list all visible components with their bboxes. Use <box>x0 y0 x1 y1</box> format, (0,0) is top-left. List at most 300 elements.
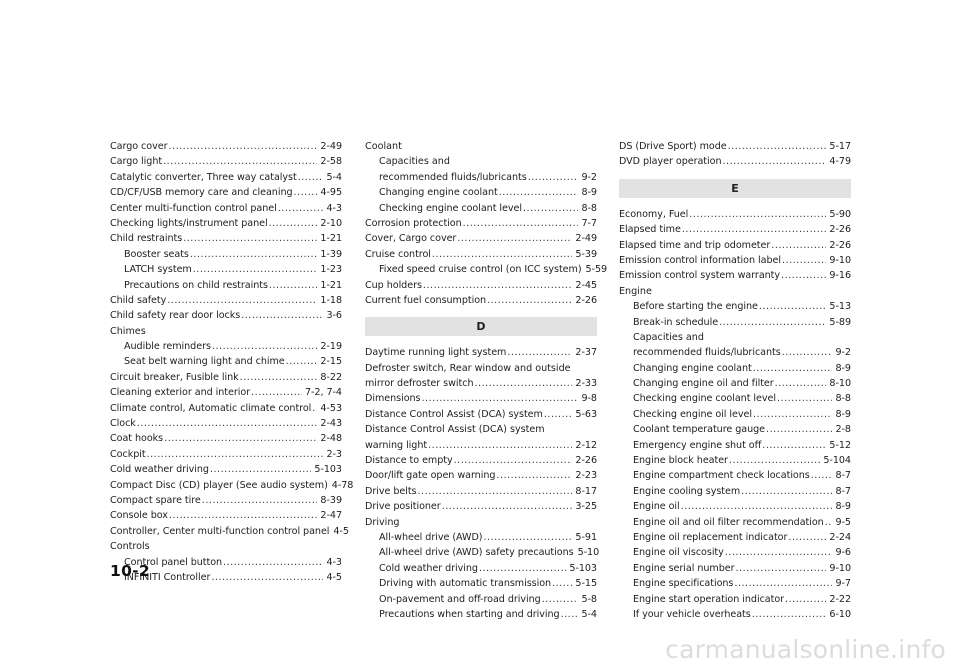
leader-dots <box>785 592 826 607</box>
leader-dots <box>552 576 572 591</box>
leader-dots <box>689 207 826 222</box>
leader-dots <box>463 216 579 231</box>
index-subentry <box>619 345 851 360</box>
leader-dots <box>210 462 311 477</box>
leader-dots <box>782 253 826 268</box>
entry-page: 4-5 <box>333 525 349 537</box>
entry-text: Before starting the engine <box>633 301 758 313</box>
entry-page: 4-95 <box>320 187 342 199</box>
index-subentry <box>619 545 851 560</box>
leader-dots <box>202 493 318 508</box>
index-heading: Chimes <box>110 325 146 337</box>
leader-dots <box>723 154 827 169</box>
entry-text: Emission control information label <box>619 254 781 266</box>
entry-text: Corrosion protection <box>365 217 462 229</box>
index-subentry <box>619 453 851 468</box>
entry-text: Center multi-function control panel <box>110 202 277 214</box>
entry-text: Catalytic converter, Three way catalyst <box>110 171 297 183</box>
entry-page: 4-79 <box>829 156 851 168</box>
leader-dots <box>422 391 579 406</box>
entry-page: 8-39 <box>320 494 342 506</box>
leader-dots <box>483 530 572 545</box>
leader-dots <box>752 607 827 622</box>
entry-text: Distance to empty <box>365 455 453 467</box>
entry-page: 5-59 <box>585 264 608 276</box>
entry-text: Cruise control <box>365 248 431 260</box>
index-entry <box>110 462 342 477</box>
entry-text: Engine oil viscosity <box>633 547 724 559</box>
leader-dots <box>163 154 317 169</box>
entry-page: 5-13 <box>829 301 851 313</box>
entry-text: Cleaning exterior and interior <box>110 387 251 399</box>
index-subentry <box>619 530 851 545</box>
entry-page: 9-8 <box>581 393 597 405</box>
entry-page: 9-16 <box>829 270 851 282</box>
entry-page: 7-7 <box>581 217 597 229</box>
entry-text: Cold weather driving <box>379 562 478 574</box>
index-subentry <box>365 576 597 591</box>
entry-text: Cover, Cargo cover <box>365 233 457 245</box>
leader-dots <box>240 370 318 385</box>
leader-dots <box>212 339 318 354</box>
entry-page: 4-5 <box>326 571 342 583</box>
entry-text: Engine compartment check locations <box>633 470 810 482</box>
index-subentry <box>110 339 342 354</box>
index-entry <box>365 484 597 499</box>
index-entry <box>619 222 851 237</box>
entry-page: 2-26 <box>575 294 597 306</box>
index-entry <box>365 231 597 246</box>
entry-text: recommended fluids/lubricants <box>633 347 781 359</box>
index-entry <box>110 293 342 308</box>
entry-text: Control panel button <box>124 556 223 568</box>
entry-text: Elapsed time and trip odometer <box>619 239 771 251</box>
index-entry <box>365 293 597 308</box>
entry-page: 2-8 <box>835 424 851 436</box>
index-subheading: Capacities and <box>379 156 450 168</box>
index-subentry <box>619 607 851 622</box>
index-entry <box>619 207 851 222</box>
entry-page: 9-7 <box>835 578 851 590</box>
entry-text: Fixed speed cruise control (on ICC system) <box>379 264 582 276</box>
index-subentry <box>110 278 342 293</box>
leader-dots <box>147 447 324 462</box>
entry-page: 2-33 <box>575 378 597 390</box>
index-entry <box>110 201 342 216</box>
entry-page: 2-49 <box>320 141 342 152</box>
index-entry <box>365 247 597 262</box>
index-heading: Controls <box>110 541 150 553</box>
entry-page: 1-21 <box>320 233 342 245</box>
entry-page: 6-10 <box>829 608 851 620</box>
entry-page: 1-18 <box>320 294 342 306</box>
entry-text: Changing engine oil and filter <box>633 378 774 390</box>
entry-text: Child safety rear door locks <box>110 310 241 322</box>
index-entry <box>365 453 597 468</box>
entry-text: Drive belts <box>365 485 417 497</box>
leader-dots <box>298 170 324 185</box>
entry-page: 2-45 <box>575 279 597 291</box>
entry-text: If your vehicle overheats <box>633 608 751 620</box>
leader-dots <box>269 216 318 231</box>
entry-text: Precautions when starting and driving <box>379 608 560 620</box>
entry-page: 8-17 <box>575 485 597 497</box>
index-entry <box>619 154 851 169</box>
leader-dots <box>193 262 318 277</box>
entry-text: Driving with automatic transmission <box>379 578 552 590</box>
index-entry <box>110 447 342 462</box>
entry-page: 2-24 <box>829 531 851 543</box>
entry-page: 2-37 <box>575 347 597 359</box>
entry-text: Cold weather driving <box>110 464 209 476</box>
entry-text: Dimensions <box>365 393 421 405</box>
entry-text: Engine oil replacement indicator <box>633 531 788 543</box>
index-subentry <box>619 361 851 376</box>
index-entry <box>619 139 851 154</box>
entry-page: 5-39 <box>575 248 597 260</box>
entry-text: Console box <box>110 510 168 522</box>
index-subentry <box>365 201 597 216</box>
index-subentry <box>619 315 851 330</box>
section-letter-d: D <box>365 317 597 336</box>
index-subentry <box>619 499 851 514</box>
entry-page: 2-23 <box>575 470 597 482</box>
entry-page: 5-4 <box>581 608 597 620</box>
leader-dots <box>423 278 573 293</box>
index-subentry <box>365 170 597 185</box>
entry-text: Economy, Fuel <box>619 208 689 220</box>
index-entry <box>110 231 342 246</box>
entry-page: 8-22 <box>320 371 342 383</box>
index-subentry <box>110 354 342 369</box>
entry-page: 1-39 <box>320 248 342 260</box>
entry-text: INFINITI Controller <box>124 571 211 583</box>
index-subentry <box>365 262 608 277</box>
index-entry <box>365 499 597 514</box>
entry-page: 2-22 <box>829 593 851 605</box>
entry-page: 8-10 <box>829 378 851 390</box>
index-entry <box>110 170 342 185</box>
leader-dots <box>190 247 318 262</box>
entry-page: 2-49 <box>575 233 597 245</box>
index-entry <box>365 407 597 422</box>
index-subentry <box>619 422 851 437</box>
entry-text: CD/CF/USB memory care and cleaning <box>110 187 293 199</box>
entry-page: 2-3 <box>326 448 342 460</box>
entry-text: DVD player operation <box>619 156 722 168</box>
index-entry <box>110 370 342 385</box>
page-number: 10-2 <box>110 562 150 580</box>
entry-text: warning light <box>365 439 428 451</box>
index-column-1 <box>110 139 354 585</box>
entry-text: Daytime running light system <box>365 347 507 359</box>
entry-page: 5-103 <box>314 464 342 476</box>
entry-page: 5-17 <box>829 141 851 152</box>
index-entry <box>110 154 342 169</box>
leader-dots <box>775 376 827 391</box>
entry-page: 5-89 <box>829 316 851 328</box>
entry-page: 2-26 <box>829 239 851 251</box>
entry-text: All-wheel drive (AWD) safety precautions <box>379 547 574 559</box>
index-entry <box>110 185 342 200</box>
index-subentry <box>619 484 851 499</box>
index-subentry <box>365 607 597 622</box>
leader-dots <box>741 484 832 499</box>
leader-dots <box>728 139 827 154</box>
section-letter-e: E <box>619 179 851 198</box>
entry-page: 2-26 <box>829 224 851 236</box>
leader-dots <box>735 561 826 576</box>
index-entry <box>365 278 597 293</box>
entry-text: On-pavement and off-road driving <box>379 593 541 605</box>
entry-text: Seat belt warning light and chime <box>124 356 285 368</box>
index-entry <box>110 524 349 539</box>
index-subentry <box>619 576 851 591</box>
entry-text: recommended fluids/lubricants <box>379 171 527 183</box>
leader-dots <box>777 391 832 406</box>
entry-text: Checking lights/instrument panel <box>110 217 268 229</box>
entry-text: Drive positioner <box>365 501 441 513</box>
entry-page: 8-8 <box>835 393 851 405</box>
entry-text: All-wheel drive (AWD) <box>379 531 483 543</box>
entry-text: Cargo cover <box>110 141 168 152</box>
watermark: carmanualsonline.info <box>665 635 946 664</box>
entry-text: Checking engine coolant level <box>633 393 776 405</box>
index-subentry <box>619 438 851 453</box>
index-entry <box>110 508 342 523</box>
leader-dots <box>681 499 833 514</box>
index-subentry <box>619 561 851 576</box>
entry-page: 5-8 <box>581 593 597 605</box>
index-subentry <box>619 391 851 406</box>
entry-page: 4-78 <box>331 479 354 491</box>
leader-dots <box>753 361 833 376</box>
entry-text: Controller, Center multi-function control panel <box>110 525 330 537</box>
index-column-3 <box>619 139 851 622</box>
entry-text: Engine oil and oil filter recommendation <box>633 516 824 528</box>
index-entry <box>110 139 342 154</box>
leader-dots <box>788 530 826 545</box>
leader-dots <box>241 308 323 323</box>
entry-page: 2-12 <box>575 439 597 451</box>
leader-dots <box>475 376 573 391</box>
entry-text: LATCH system <box>124 264 192 276</box>
leader-dots <box>278 201 324 216</box>
entry-text: Engine specifications <box>633 578 734 590</box>
index-subentry <box>619 376 851 391</box>
index-entry <box>619 253 851 268</box>
leader-dots <box>457 231 572 246</box>
entry-page: 5-4 <box>326 171 342 183</box>
entry-text: Coolant temperature gauge <box>633 424 766 436</box>
leader-dots <box>487 293 572 308</box>
entry-text: Booster seats <box>124 248 189 260</box>
leader-dots <box>729 453 820 468</box>
entry-text: Engine serial number <box>633 562 735 574</box>
leader-dots <box>781 268 826 283</box>
leader-dots <box>782 345 833 360</box>
leader-dots <box>523 201 578 216</box>
leader-dots <box>753 407 832 422</box>
leader-dots <box>251 385 302 400</box>
leader-dots <box>759 299 827 314</box>
entry-text: Emission control system warranty <box>619 270 781 282</box>
index-subentry <box>619 515 851 530</box>
entry-page: 9-6 <box>835 547 851 559</box>
entry-page: 5-90 <box>829 208 851 220</box>
entry-text: Compact spare tire <box>110 494 201 506</box>
leader-dots <box>544 407 573 422</box>
entry-text: Engine block heater <box>633 455 728 467</box>
index-subentry <box>365 561 597 576</box>
leader-dots <box>442 499 573 514</box>
leader-dots <box>762 438 826 453</box>
index-entry <box>365 376 597 391</box>
entry-text: DS (Drive Sport) mode <box>619 141 727 152</box>
entry-text: Cargo light <box>110 156 163 168</box>
leader-dots <box>479 561 566 576</box>
leader-dots <box>719 315 826 330</box>
entry-page: 5-15 <box>575 578 597 590</box>
entry-text: Engine oil <box>633 501 680 513</box>
entry-page: 9-5 <box>835 516 851 528</box>
entry-text: Clock <box>110 418 136 430</box>
entry-page: 2-10 <box>320 217 342 229</box>
index-heading: Distance Control Assist (DCA) system <box>365 424 545 436</box>
leader-dots <box>528 170 579 185</box>
entry-page: 5-63 <box>575 408 597 420</box>
leader-dots <box>682 222 827 237</box>
index-entry <box>619 238 851 253</box>
entry-page: 8-9 <box>835 408 851 420</box>
entry-page: 8-9 <box>835 501 851 513</box>
entry-text: Emergency engine shut off <box>633 439 762 451</box>
entry-text: Door/lift gate open warning <box>365 470 496 482</box>
entry-page: 3-6 <box>326 310 342 322</box>
leader-dots <box>286 354 318 369</box>
index-entry <box>110 478 354 493</box>
leader-dots <box>766 422 832 437</box>
leader-dots <box>734 576 832 591</box>
index-heading: Coolant <box>365 141 402 152</box>
entry-page: 4-3 <box>326 556 342 568</box>
entry-page: 7-2, 7-4 <box>304 387 342 399</box>
entry-page: 5-12 <box>829 439 851 451</box>
leader-dots <box>825 515 833 530</box>
index-subentry <box>365 530 597 545</box>
index-heading: Engine <box>619 285 652 297</box>
index-entry <box>110 308 342 323</box>
entry-text: Checking engine coolant level <box>379 202 522 214</box>
entry-text: Engine cooling system <box>633 485 741 497</box>
entry-page: 2-43 <box>320 418 342 430</box>
entry-page: 2-26 <box>575 455 597 467</box>
entry-text: Climate control, Automatic climate control <box>110 402 312 414</box>
entry-page: 4-3 <box>326 202 342 214</box>
entry-text: Coat hooks <box>110 433 164 445</box>
entry-page: 9-10 <box>829 562 851 574</box>
entry-page: 5-103 <box>569 562 597 574</box>
entry-page: 5-104 <box>823 455 851 467</box>
index-subentry <box>619 299 851 314</box>
entry-text: Changing engine coolant <box>379 187 498 199</box>
index-subentry <box>365 185 597 200</box>
index-entry <box>110 416 342 431</box>
entry-text: Circuit breaker, Fusible link <box>110 371 239 383</box>
entry-page: 5-91 <box>575 531 597 543</box>
index-entry <box>365 345 597 360</box>
index-entry <box>619 268 851 283</box>
entry-page: 2-19 <box>320 341 342 353</box>
entry-page: 2-48 <box>320 433 342 445</box>
entry-text: Precautions on child restraints <box>124 279 268 291</box>
leader-dots <box>771 238 826 253</box>
leader-dots <box>211 570 323 585</box>
entry-page: 8-9 <box>835 362 851 374</box>
entry-text: Changing engine coolant <box>633 362 752 374</box>
entry-page: 3-25 <box>575 501 597 513</box>
entry-page: 9-2 <box>581 171 597 183</box>
leader-dots <box>561 607 579 622</box>
entry-page: 8-9 <box>581 187 597 199</box>
index-entry <box>110 401 342 416</box>
entry-page: 9-2 <box>835 347 851 359</box>
leader-dots <box>428 438 572 453</box>
entry-text: Break-in schedule <box>633 316 719 328</box>
leader-dots <box>418 484 573 499</box>
entry-text: Distance Control Assist (DCA) system <box>365 408 543 420</box>
index-entry <box>365 216 597 231</box>
leader-dots <box>312 401 317 416</box>
leader-dots <box>294 185 318 200</box>
entry-page: 2-15 <box>320 356 342 368</box>
index-subentry <box>110 262 342 277</box>
leader-dots <box>542 592 579 607</box>
leader-dots <box>811 468 833 483</box>
entry-page: 8-8 <box>581 202 597 214</box>
leader-dots <box>137 416 318 431</box>
entry-page: 1-23 <box>320 264 342 276</box>
entry-text: Child restraints <box>110 233 183 245</box>
leader-dots <box>183 231 317 246</box>
index-subentry <box>365 545 600 560</box>
index-entry <box>110 493 342 508</box>
index-subentry <box>619 592 851 607</box>
index-entry <box>365 391 597 406</box>
index-subentry <box>619 468 851 483</box>
entry-page: 8-7 <box>835 485 851 497</box>
index-heading: Driving <box>365 516 400 528</box>
leader-dots <box>167 293 317 308</box>
entry-page: 8-7 <box>835 470 851 482</box>
index-column-2 <box>365 139 608 622</box>
index-subentry <box>365 592 597 607</box>
index-subheading: Capacities and <box>633 331 704 343</box>
leader-dots <box>223 555 323 570</box>
leader-dots <box>499 185 579 200</box>
leader-dots <box>269 278 318 293</box>
entry-page: 9-10 <box>829 254 851 266</box>
leader-dots <box>168 139 317 154</box>
leader-dots <box>164 431 317 446</box>
leader-dots <box>507 345 572 360</box>
entry-text: Checking engine oil level <box>633 408 752 420</box>
entry-page: 2-47 <box>320 510 342 522</box>
index-subentry <box>110 247 342 262</box>
entry-text: Engine start operation indicator <box>633 593 785 605</box>
entry-text: Current fuel consumption <box>365 294 487 306</box>
entry-text: Child safety <box>110 294 167 306</box>
